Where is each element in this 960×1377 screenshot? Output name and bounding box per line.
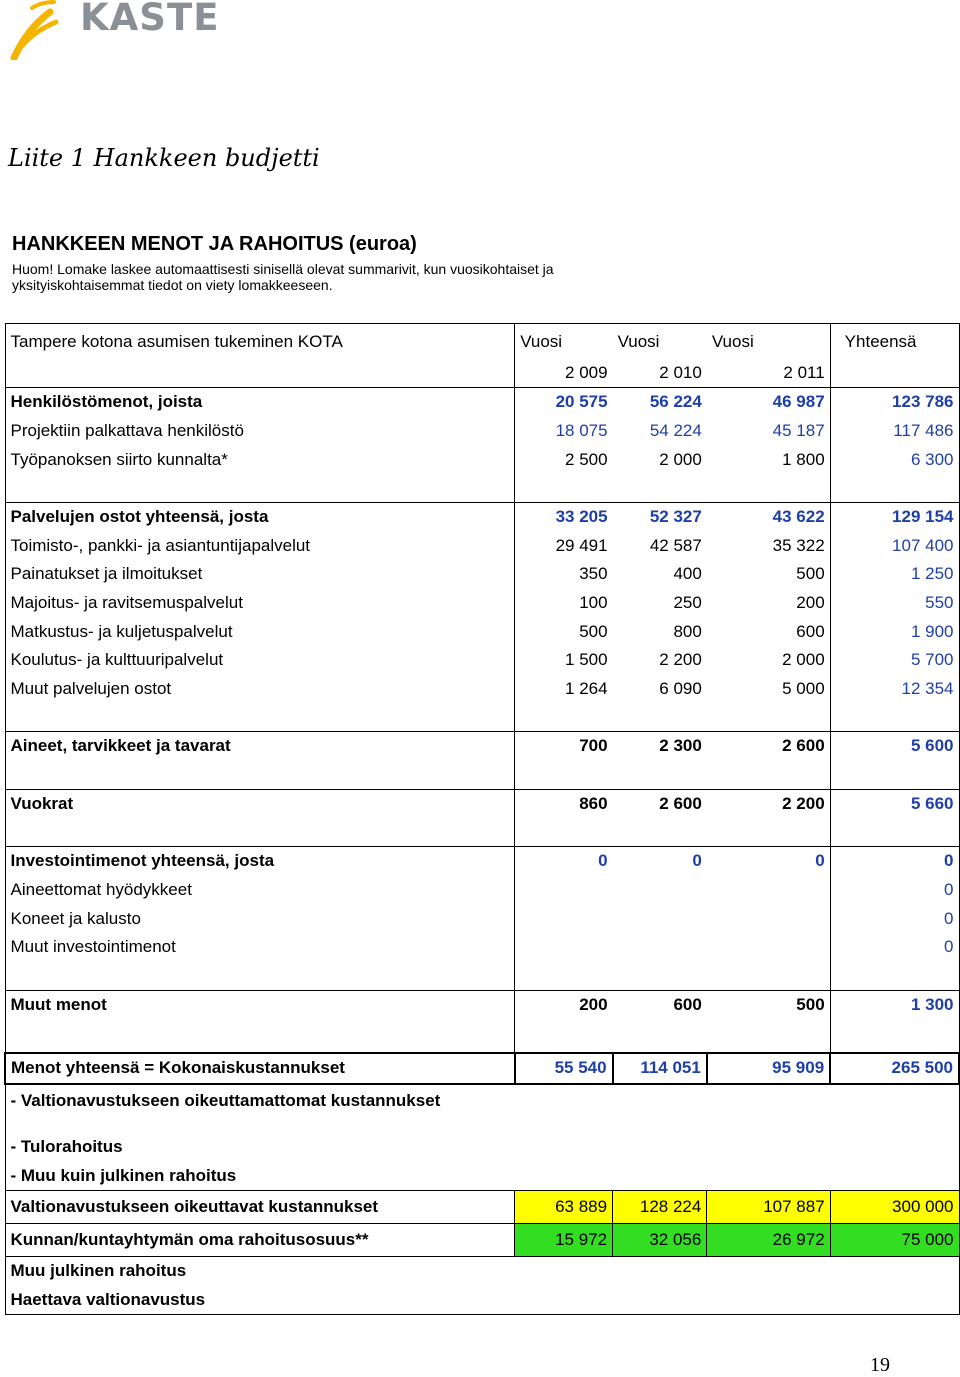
row-label: Haettava valtionavustus (5, 1286, 830, 1315)
table-row (5, 732, 959, 761)
instruction-note: Huom! Lomake laskee automaattisesti sinisellä olevat summarivit, kun vuosikohtaiset ja yksityiskohtaisemmat tiedot on viety lomakkeeseen. (12, 261, 554, 293)
value-cell: 18 075 (515, 417, 613, 446)
value-cell: 0 (515, 847, 613, 876)
table-row (5, 618, 959, 646)
value-cell: 43 622 (707, 503, 830, 532)
table-row-total (5, 1053, 959, 1084)
row-label: Muut investointimenot (5, 933, 515, 962)
value-cell: 700 (515, 732, 613, 761)
total-cell: 1 900 (830, 618, 959, 646)
col-header-total: Yhteensä (830, 324, 959, 360)
table-row (5, 646, 959, 675)
value-cell: 500 (515, 618, 613, 646)
table-row (5, 991, 959, 1020)
table-row (5, 1257, 959, 1286)
table-row (5, 532, 959, 560)
value-cell: 100 (515, 589, 613, 618)
spacer-row (5, 475, 959, 503)
spacer-row (5, 1118, 959, 1133)
value-cell: 500 (707, 991, 830, 1020)
table-row (5, 675, 959, 704)
value-cell: 52 327 (613, 503, 707, 532)
table-row (5, 1224, 959, 1257)
value-cell: 46 987 (707, 388, 830, 417)
value-cell: 95 909 (707, 1053, 830, 1084)
total-cell: 5 600 (830, 732, 959, 761)
table-row (5, 1191, 959, 1224)
spacer-row (5, 819, 959, 847)
row-label: Henkilöstömenot, joista (5, 388, 515, 417)
row-label: Vuokrat (5, 790, 515, 819)
row-label: Palvelujen ostot yhteensä, josta (5, 503, 515, 532)
kaste-logo (8, 0, 220, 60)
row-label: Muut palvelujen ostot (5, 675, 515, 704)
year-cell: 2 011 (783, 363, 825, 383)
table-row (5, 503, 959, 532)
logo-wordmark: KASTE (80, 0, 220, 39)
value-cell: 114 051 (613, 1053, 707, 1084)
value-cell: 250 (673, 593, 702, 612)
row-label: Työpanoksen siirto kunnalta* (5, 446, 515, 475)
row-label: Koneet ja kalusto (5, 905, 515, 933)
value-cell: 2 000 (659, 450, 702, 469)
year-cell: 2 009 (515, 360, 613, 388)
row-label: - Valtionavustukseen oikeuttamattomat kustannukset (5, 1084, 830, 1118)
page-number: 19 (870, 1354, 890, 1376)
value-cell: 1 800 (782, 450, 825, 469)
year-cell: 2 010 (659, 363, 702, 383)
budget-table (4, 323, 960, 1315)
value-cell: 2 000 (782, 650, 825, 669)
row-label: Koulutus- ja kulttuuripalvelut (5, 646, 515, 675)
table-row (5, 1162, 959, 1191)
appendix-title: Liite 1 Hankkeen budjetti (8, 144, 320, 172)
row-label: Painatukset ja ilmoitukset (5, 560, 515, 589)
total-cell: 0 (830, 905, 959, 933)
col-header-vuosi: Vuosi (613, 324, 707, 360)
row-label: Investointimenot yhteensä, josta (5, 847, 515, 876)
row-label: Projektiin palkattava henkilöstö (5, 417, 515, 446)
total-cell: 5 700 (830, 646, 959, 675)
value-cell: 600 (613, 991, 707, 1020)
row-label: Kunnan/kuntayhtymän oma rahoitusosuus** (5, 1224, 515, 1257)
total-cell: 1 300 (830, 991, 959, 1020)
value-cell: 200 (796, 593, 825, 612)
kaste-logo-icon (8, 0, 78, 60)
row-label: Matkustus- ja kuljetuspalvelut (5, 618, 515, 646)
row-label: - Muu kuin julkinen rahoitus (5, 1162, 830, 1191)
col-header-vuosi: Vuosi (515, 324, 613, 360)
value-cell: 6 090 (659, 679, 702, 698)
value-cell: 2 200 (707, 790, 830, 819)
row-label: - Tulorahoitus (5, 1133, 830, 1162)
page-title: HANKKEEN MENOT JA RAHOITUS (euroa) (12, 233, 417, 255)
total-cell: 1 250 (830, 560, 959, 589)
total-cell: 129 154 (830, 503, 959, 532)
row-label: Aineettomat hyödykkeet (5, 876, 515, 905)
value-cell: 200 (515, 991, 613, 1020)
value-cell: 5 000 (782, 679, 825, 698)
value-cell: 42 587 (649, 535, 702, 555)
total-cell: 300 000 (830, 1191, 959, 1224)
value-cell: 107 887 (707, 1191, 830, 1224)
value-cell: 20 575 (515, 388, 613, 417)
value-cell: 350 (515, 560, 613, 589)
value-cell: 128 224 (613, 1191, 707, 1224)
table-row (5, 388, 959, 417)
spacer-row (5, 962, 959, 991)
value-cell: 2 200 (659, 650, 702, 669)
value-cell: 1 500 (515, 646, 613, 675)
table-row (5, 1084, 959, 1118)
total-cell: 0 (830, 933, 959, 962)
table-header-row (5, 324, 959, 360)
value-cell: 15 972 (515, 1224, 613, 1257)
table-row (5, 790, 959, 819)
spacer-row (5, 761, 959, 790)
value-cell: 33 205 (515, 503, 613, 532)
table-row (5, 589, 959, 618)
row-label: Valtionavustukseen oikeuttavat kustannukset (5, 1191, 515, 1224)
value-cell: 32 056 (613, 1224, 707, 1257)
table-row (5, 905, 959, 933)
row-label: Aineet, tarvikkeet ja tavarat (5, 732, 515, 761)
value-cell: 26 972 (707, 1224, 830, 1257)
total-cell: 0 (830, 876, 959, 905)
col-header-vuosi: Vuosi (707, 324, 830, 360)
row-label: Muut menot (5, 991, 515, 1020)
year-row (5, 360, 959, 388)
total-cell: 5 660 (830, 790, 959, 819)
value-cell: 55 540 (515, 1053, 613, 1084)
total-cell: 265 500 (830, 1053, 959, 1084)
spacer-row (5, 1020, 959, 1053)
total-cell: 550 (830, 589, 959, 618)
total-cell: 0 (830, 847, 959, 876)
table-row (5, 417, 959, 446)
value-cell: 500 (796, 564, 825, 583)
value-cell: 29 491 (515, 532, 613, 560)
value-cell: 56 224 (613, 388, 707, 417)
table-row (5, 446, 959, 475)
total-cell: 117 486 (830, 417, 959, 446)
value-cell: 600 (796, 621, 825, 641)
project-name: Tampere kotona asumisen tukeminen KOTA (5, 324, 515, 360)
total-cell: 6 300 (830, 446, 959, 475)
value-cell: 35 322 (772, 535, 825, 555)
value-cell: 400 (673, 564, 702, 583)
table-row (5, 933, 959, 962)
table-row (5, 876, 959, 905)
value-cell: 0 (707, 847, 830, 876)
value-cell: 800 (673, 621, 702, 641)
row-label: Toimisto-, pankki- ja asiantuntijapalvelut (5, 532, 515, 560)
total-cell: 107 400 (830, 532, 959, 560)
row-label: Majoitus- ja ravitsemuspalvelut (5, 589, 515, 618)
total-cell: 12 354 (830, 675, 959, 704)
row-label: Muu julkinen rahoitus (5, 1257, 830, 1286)
value-cell: 2 500 (515, 446, 613, 475)
value-cell: 2 300 (613, 732, 707, 761)
total-cell: 75 000 (830, 1224, 959, 1257)
spacer-row (5, 704, 959, 732)
table-row (5, 1133, 959, 1162)
value-cell: 2 600 (707, 732, 830, 761)
value-cell: 45 187 (772, 421, 825, 440)
table-row (5, 1286, 959, 1315)
table-row (5, 847, 959, 876)
value-cell: 1 264 (515, 675, 613, 704)
table-row (5, 560, 959, 589)
value-cell: 54 224 (649, 421, 702, 440)
row-label: Menot yhteensä = Kokonaiskustannukset (5, 1053, 515, 1084)
value-cell: 0 (613, 847, 707, 876)
value-cell: 860 (515, 790, 613, 819)
total-cell: 123 786 (830, 388, 959, 417)
value-cell: 63 889 (515, 1191, 613, 1224)
value-cell: 2 600 (613, 790, 707, 819)
